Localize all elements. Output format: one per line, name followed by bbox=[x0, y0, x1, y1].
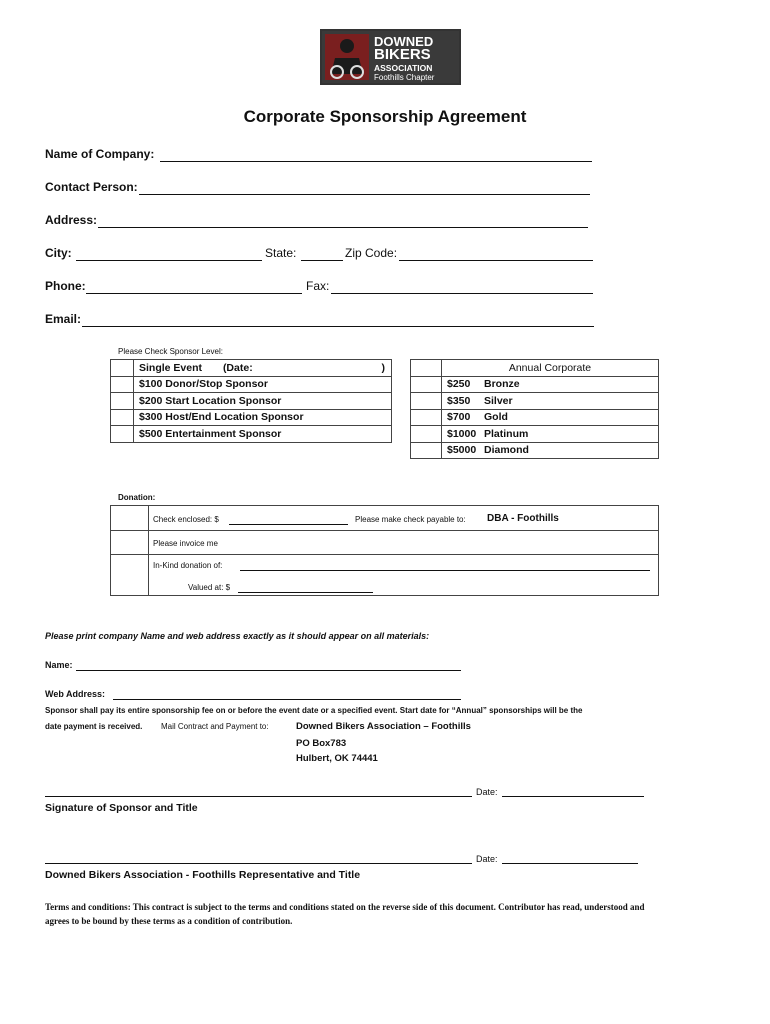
valued-at-field[interactable] bbox=[238, 592, 373, 593]
city-label: City: bbox=[45, 246, 72, 260]
dba-date-field[interactable] bbox=[502, 863, 638, 864]
annual-option-5000: $5000 Diamond bbox=[442, 442, 659, 459]
email-label: Email: bbox=[45, 312, 82, 326]
single-event-date-label: (Date: bbox=[222, 361, 253, 374]
in-kind-field[interactable] bbox=[240, 570, 650, 571]
invoice-label: Please invoice me bbox=[153, 539, 218, 548]
option-300: $300 Host/End Location Sponsor bbox=[134, 409, 392, 426]
checkbox-check-enclosed[interactable] bbox=[111, 506, 148, 530]
sponsor-signature-field[interactable] bbox=[45, 796, 472, 797]
company-label: Name of Company: bbox=[45, 147, 155, 161]
contact-field[interactable] bbox=[139, 194, 590, 195]
address-label: Address: bbox=[45, 213, 98, 227]
terms-line1: Terms and conditions: This contract is subject to the terms and conditions stated on the reverse side of this document. Contributor has read, understood and bbox=[45, 902, 645, 912]
payable-to: DBA - Foothills bbox=[487, 513, 559, 524]
option-200: $200 Start Location Sponsor bbox=[134, 393, 392, 410]
logo-emblem-icon bbox=[325, 34, 369, 80]
state-label: State: bbox=[265, 246, 297, 260]
checkbox-5000[interactable] bbox=[411, 442, 442, 459]
sponsor-level-label: Please Check Sponsor Level: bbox=[118, 347, 223, 356]
mail-address-line3: Hulbert, OK 74441 bbox=[296, 753, 378, 764]
in-kind-label: In-Kind donation of: bbox=[153, 561, 223, 570]
mail-address-line1: Downed Bikers Association – Foothills bbox=[296, 721, 471, 732]
checkbox-350[interactable] bbox=[411, 393, 442, 410]
city-field[interactable] bbox=[76, 260, 262, 261]
logo-text-chapter: Foothills Chapter bbox=[374, 73, 435, 82]
valued-at-label: Valued at: $ bbox=[188, 583, 231, 592]
checkbox-invoice[interactable] bbox=[111, 530, 148, 555]
annual-option-350: $350 Silver bbox=[442, 393, 659, 410]
logo-text-downed: DOWNED bbox=[374, 34, 434, 49]
single-event-checkbox-header bbox=[111, 360, 134, 377]
annual-option-1000: $1000 Platinum bbox=[442, 426, 659, 443]
sponsor-pay-line1: Sponsor shall pay its entire sponsorship fee on or before the event date or a specified event. Start date for “Annual” sponsorships will be the bbox=[45, 706, 583, 715]
zip-label: Zip Code: bbox=[345, 246, 398, 260]
checkbox-300[interactable] bbox=[111, 409, 134, 426]
dba-signature-field[interactable] bbox=[45, 863, 472, 864]
logo-text-bikers: BIKERS bbox=[374, 46, 431, 63]
option-500: $500 Entertainment Sponsor bbox=[134, 426, 392, 443]
check-amount-field[interactable] bbox=[229, 524, 348, 525]
web-label: Web Address: bbox=[45, 689, 106, 699]
mail-address-line2: PO Box783 bbox=[296, 738, 347, 749]
annual-table bbox=[410, 359, 659, 459]
check-enclosed-label: Check enclosed: $ bbox=[153, 515, 219, 524]
option-100: $100 Donor/Stop Sponsor bbox=[134, 376, 392, 393]
checkbox-700[interactable] bbox=[411, 409, 442, 426]
sponsor-pay-line2: date payment is received. bbox=[45, 722, 143, 731]
state-field[interactable] bbox=[301, 260, 343, 261]
checkbox-in-kind[interactable] bbox=[111, 554, 148, 596]
page-title: Corporate Sponsorship Agreement bbox=[243, 107, 527, 126]
single-event-table bbox=[110, 359, 392, 443]
fax-label: Fax: bbox=[306, 279, 330, 293]
donation-label: Donation: bbox=[118, 493, 156, 502]
annual-option-250: $250 Bronze bbox=[442, 376, 659, 393]
mail-label: Mail Contract and Payment to: bbox=[161, 722, 269, 731]
payable-note: Please make check payable to: bbox=[355, 515, 466, 524]
email-field[interactable] bbox=[82, 326, 594, 327]
dba-signature-label: Downed Bikers Association - Foothills Representative and Title bbox=[45, 869, 361, 881]
single-event-header: Single Event (Date: ) bbox=[134, 360, 392, 377]
sponsor-signature-label: Signature of Sponsor and Title bbox=[45, 802, 198, 814]
date-label-2: Date: bbox=[476, 854, 498, 864]
annual-checkbox-header bbox=[411, 360, 442, 377]
checkbox-200[interactable] bbox=[111, 393, 134, 410]
date-label-1: Date: bbox=[476, 787, 498, 797]
sponsor-date-field[interactable] bbox=[502, 796, 644, 797]
print-instruction: Please print company Name and web address exactly as it should appear on all materials: bbox=[45, 631, 430, 641]
annual-header: Annual Corporate bbox=[442, 360, 659, 377]
web-field[interactable] bbox=[113, 699, 461, 700]
logo bbox=[320, 29, 461, 85]
address-field[interactable] bbox=[98, 227, 588, 228]
name-field[interactable] bbox=[76, 670, 461, 671]
zip-field[interactable] bbox=[399, 260, 593, 261]
terms-line2: agrees to be bound by these terms as a condition of contribution. bbox=[45, 916, 293, 926]
name-label: Name: bbox=[45, 660, 73, 670]
fax-field[interactable] bbox=[331, 293, 593, 294]
annual-option-700: $700 Gold bbox=[442, 409, 659, 426]
single-event-date-close: ) bbox=[381, 361, 385, 374]
phone-field[interactable] bbox=[86, 293, 302, 294]
contact-label: Contact Person: bbox=[45, 180, 138, 194]
logo-text-association: ASSOCIATION bbox=[374, 63, 433, 73]
phone-label: Phone: bbox=[45, 279, 86, 293]
checkbox-500[interactable] bbox=[111, 426, 134, 443]
checkbox-250[interactable] bbox=[411, 376, 442, 393]
checkbox-100[interactable] bbox=[111, 376, 134, 393]
checkbox-1000[interactable] bbox=[411, 426, 442, 443]
company-field[interactable] bbox=[160, 161, 592, 162]
